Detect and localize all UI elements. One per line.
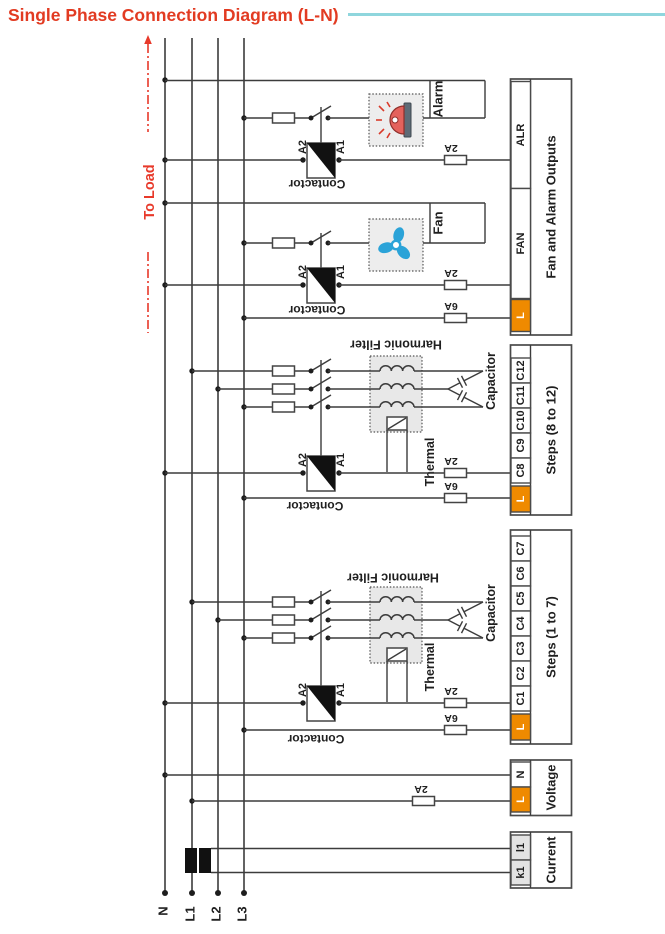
fuse-6a-label: 6A — [444, 300, 458, 312]
group-label-outputs: Fan and Alarm Outputs — [543, 135, 559, 279]
current-block — [185, 848, 511, 873]
bus-label-l3: L3 — [234, 906, 250, 922]
bus-end-dot — [162, 890, 168, 896]
capacitor-symbol — [445, 366, 485, 412]
capacitor-label: Capacitor — [484, 584, 498, 642]
fuse-symbol — [273, 384, 295, 394]
fuse-symbol — [445, 469, 467, 478]
fuse-symbol — [273, 113, 295, 123]
terminal-label-c5: C5 — [515, 591, 527, 606]
harmonic-filter-label: Harmonic Filter — [350, 337, 442, 352]
terminal-label-c1: C1 — [515, 691, 527, 706]
fan-label: Fan — [430, 211, 446, 235]
terminal-label-c11: C11 — [515, 385, 527, 406]
terminal-a2-label: A2 — [297, 264, 309, 280]
to-load-label: To Load — [142, 164, 158, 220]
coil-terminal-dot — [300, 282, 305, 287]
switch-dot — [309, 369, 314, 374]
thermal-label: Thermal — [423, 437, 437, 487]
switch-dot — [309, 387, 314, 392]
voltage-block — [162, 772, 511, 805]
terminal-label-l: L — [515, 495, 527, 503]
terminal-group-current — [511, 832, 572, 888]
group-label-voltage: Voltage — [543, 764, 559, 811]
terminal-label-c7: C7 — [515, 541, 527, 556]
steps-1-7-block — [162, 571, 511, 747]
terminal-label-c4: C4 — [515, 616, 527, 631]
fuse-6a-label: 6A — [444, 480, 458, 492]
bus-lines — [156, 38, 250, 922]
terminal-label-l: L — [515, 723, 527, 731]
terminal-strips — [511, 79, 572, 888]
bus-label-l2: L2 — [208, 906, 224, 922]
terminal-label-c8: C8 — [515, 463, 527, 478]
fuse-2a-label: 2A — [414, 783, 428, 795]
switch-dot — [309, 241, 314, 246]
terminal-label-l: L — [515, 312, 527, 319]
terminal-a2-label: A2 — [297, 682, 309, 698]
terminal-label-l: L — [515, 796, 527, 803]
to-load-arrow-icon — [144, 35, 152, 44]
fuse-symbol — [273, 633, 295, 643]
capacitor-symbol — [445, 597, 485, 643]
terminal-group-steps-1-7 — [511, 530, 572, 744]
group-label-steps-8-12: Steps (8 to 12) — [543, 385, 559, 475]
terminal-label-c10: C10 — [515, 410, 527, 431]
fuse-2a-label: 2A — [444, 267, 458, 279]
fuse-2a-label: 2A — [444, 455, 458, 467]
thermal-label: Thermal — [423, 642, 437, 692]
contactor-label: Contactor — [287, 732, 345, 746]
terminal-a2-label: A2 — [297, 452, 309, 468]
bus-label-l1: L1 — [182, 906, 198, 922]
terminal-label-c9: C9 — [515, 438, 527, 453]
fuse-symbol — [273, 402, 295, 412]
contactor-label: Contactor — [288, 177, 346, 191]
coil-terminal-dot — [300, 700, 305, 705]
terminal-group-outputs — [511, 79, 572, 335]
bus-end-dot — [241, 890, 247, 896]
terminal-a1-label: A1 — [335, 452, 347, 468]
terminal-a1-label: A1 — [335, 682, 347, 698]
terminal-label-c2: C2 — [515, 666, 527, 681]
current-transformer-bar — [185, 848, 197, 873]
switch-dot — [309, 116, 314, 121]
terminal-label-fan: FAN — [515, 232, 527, 255]
switch-dot — [309, 600, 314, 605]
switch-dot — [309, 618, 314, 623]
fuse-symbol — [273, 238, 295, 248]
fuse-symbol — [413, 797, 435, 806]
harmonic-filter-label: Harmonic Filter — [347, 570, 439, 585]
fuse-symbol — [445, 156, 467, 165]
fuse-2a-label: 2A — [444, 142, 458, 154]
fuse-symbol — [273, 615, 295, 625]
terminal-label-c12: C12 — [515, 360, 527, 381]
terminal-label-c6: C6 — [515, 566, 527, 581]
coil-terminal-dot — [300, 470, 305, 475]
terminal-label-c3: C3 — [515, 641, 527, 656]
fuse-symbol — [445, 314, 467, 323]
fuse-symbol — [445, 281, 467, 290]
terminal-a2-label: A2 — [297, 139, 309, 155]
fuse-symbol — [273, 366, 295, 376]
page-title: Single Phase Connection Diagram (L-N) — [8, 5, 339, 25]
bus-end-dot — [215, 890, 221, 896]
terminal-group-steps-8-12 — [511, 345, 572, 515]
fuse-symbol — [445, 726, 467, 735]
alarm-label: Alarm — [430, 80, 446, 118]
fuse-6a-label: 6A — [444, 712, 458, 724]
terminal-a1-label: A1 — [335, 264, 347, 280]
switch-dot — [309, 405, 314, 410]
current-transformer-bar — [199, 848, 211, 873]
fuse-2a-label: 2A — [444, 685, 458, 697]
alarm-output-block — [162, 77, 511, 191]
coil-terminal-dot — [300, 157, 305, 162]
capacitor-label: Capacitor — [484, 352, 498, 410]
to-load-marker — [142, 35, 158, 333]
fuse-symbol — [273, 597, 295, 607]
bus-label-n: N — [155, 906, 171, 916]
group-label-current: Current — [543, 836, 559, 884]
steps-8-12-block — [162, 338, 511, 514]
contactor-label: Contactor — [286, 499, 344, 513]
bus-end-dot — [189, 890, 195, 896]
terminal-a1-label: A1 — [335, 139, 347, 155]
terminal-label-alr: ALR — [515, 123, 527, 147]
fan-output-block — [162, 200, 511, 322]
terminal-label-k1: k1 — [515, 866, 527, 879]
fuse-symbol — [445, 494, 467, 503]
terminal-label-l1: l1 — [515, 842, 527, 853]
switch-dot — [309, 636, 314, 641]
contactor-label: Contactor — [288, 303, 346, 317]
group-label-steps-1-7: Steps (1 to 7) — [543, 596, 559, 678]
fuse-symbol — [445, 699, 467, 708]
terminal-label-n: N — [515, 770, 527, 779]
terminal-group-voltage — [511, 760, 572, 816]
